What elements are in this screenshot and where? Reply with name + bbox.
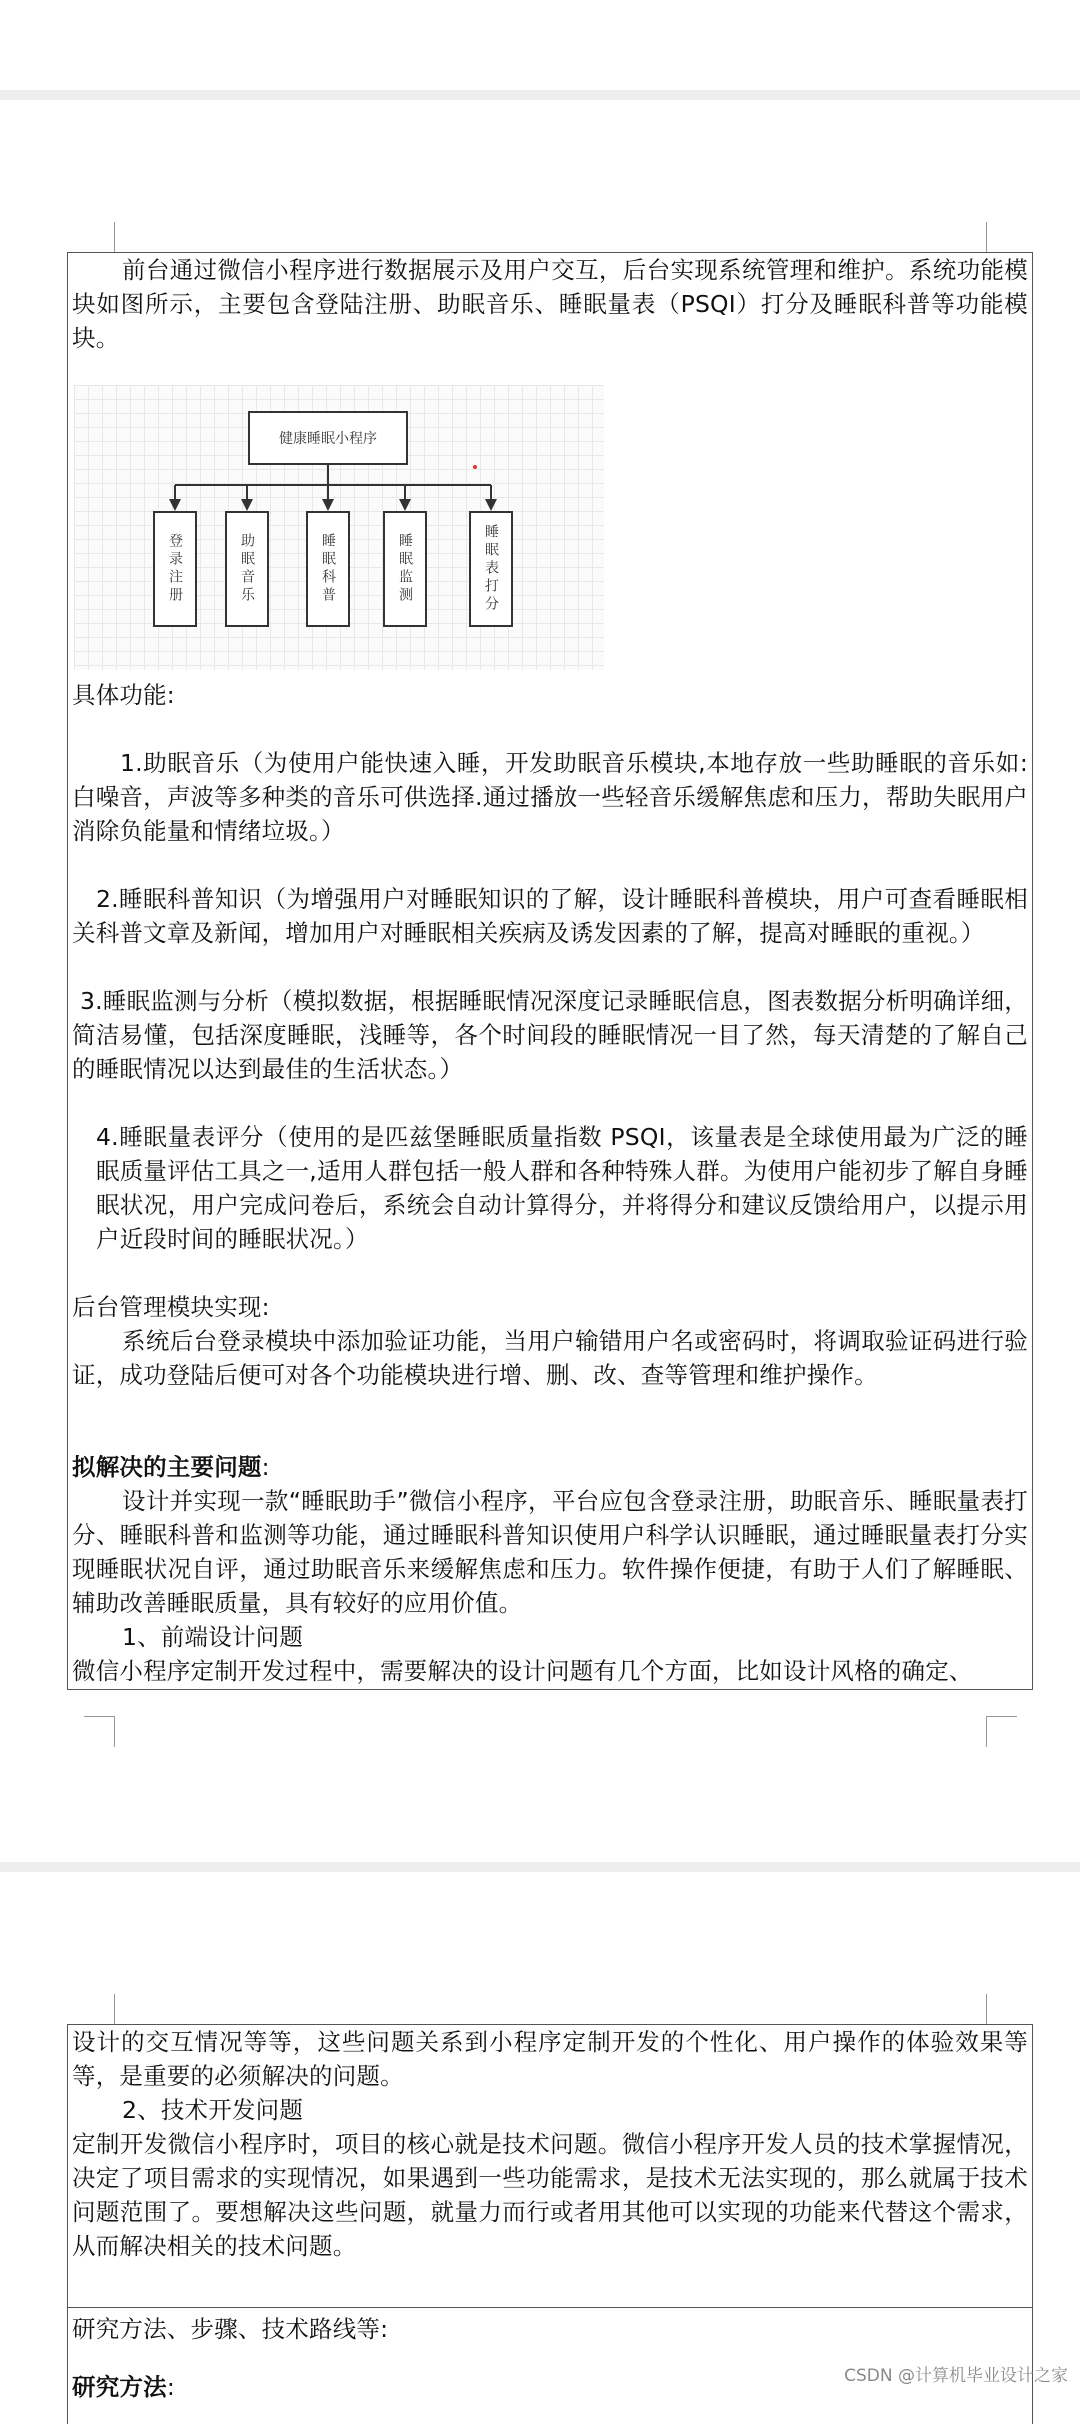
problems-paragraph: 设计并实现一款“睡眠助手”微信小程序，平台应包含登录注册，助眠音乐、睡眠量表打分、睡眠科普和监测等功能，通过睡眠科普知识使用户科学认识睡眠，通过睡眠量表打分实现睡眠状况自评，通过助眠音乐来缓解焦虑和压力。软件操作便捷，有助于人们了解睡眠、辅助改善睡眠质量，具有较好的应用价值。 xyxy=(72,1487,1028,1617)
diagram-node-science: 睡眠科普 xyxy=(306,511,350,627)
diagram-node-music: 助眠音乐 xyxy=(225,511,269,627)
diagram-node-score: 睡眠表打分 xyxy=(469,511,513,627)
crop-mark xyxy=(84,1994,115,2025)
diagram-root-node: 健康睡眠小程序 xyxy=(248,411,408,465)
tech-paragraph: 定制开发微信小程序时，项目的核心就是技术问题。微信小程序开发人员的技术掌握情况，决定了项目需求的实现情况，如果遇到一些功能需求，是技术无法实现的，那么就属于技术问题范围了。要想解决这些问题，就量力而行或者用其他可以实现的功能来代替这个需求，从而解决相关的技术问题。 xyxy=(72,2130,1028,2260)
intro-paragraph: 前台通过微信小程序进行数据展示及用户交互，后台实现系统管理和维护。系统功能模块如图所示，主要包含登陆注册、助眠音乐、睡眠量表（PSQI）打分及睡眠科普等功能模块。 xyxy=(72,256,1028,352)
tech-heading: 2、技术开发问题 xyxy=(122,2096,304,2124)
page1-content-box xyxy=(67,252,1033,1690)
methods-section-title: 研究方法、步骤、技术路线等: xyxy=(72,2315,389,2343)
crop-mark xyxy=(84,222,115,253)
feature-music: 1.助眠音乐（为使用户能快速入睡，开发助眠音乐模块,本地存放一些助睡眠的音乐如:白噪音，声波等多种类的音乐可供选择.通过播放一些轻音乐缓解焦虑和压力，帮助失眠用户消除负能量和情绪垃圾。） xyxy=(72,749,1028,845)
problems-heading-line xyxy=(72,1450,1028,1484)
module-diagram xyxy=(74,385,604,670)
feature-score: 4.睡眠量表评分（使用的是匹兹堡睡眠质量指数 PSQI，该量表是全球使用最为广泛的睡眠质量评估工具之一,适用人群包括一般人群和各种特殊人群。为使用户能初步了解自身睡眠状况，用户完成问卷后，系统会自动计算得分，并将得分和建议反馈给用户，以提示用户近段时间的睡眠状况。） xyxy=(96,1123,1028,1253)
section-divider xyxy=(68,2307,1032,2308)
frontend-paragraph-start: 微信小程序定制开发过程中，需要解决的设计问题有几个方面，比如设计风格的确定、 xyxy=(72,1657,973,1685)
problems-heading: 拟解决的主要问题 xyxy=(72,1453,262,1481)
backend-heading: 后台管理模块实现: xyxy=(72,1293,270,1321)
methods-heading: 研究方法 xyxy=(72,2373,167,2401)
page-separator-top xyxy=(0,90,1080,100)
crop-mark xyxy=(986,1716,1017,1747)
crop-mark xyxy=(986,1994,1017,2025)
frontend-heading: 1、前端设计问题 xyxy=(122,1623,304,1651)
features-heading: 具体功能: xyxy=(72,681,175,709)
backend-paragraph: 系统后台登录模块中添加验证功能，当用户输错用户名或密码时，将调取验证码进行验证，成功登陆后便可对各个功能模块进行增、删、改、查等管理和维护操作。 xyxy=(72,1327,1028,1389)
problems-colon: : xyxy=(261,1453,270,1481)
page-separator-middle xyxy=(0,1862,1080,1872)
methods-colon: : xyxy=(166,2373,175,2401)
frontend-paragraph-end: 设计的交互情况等等，这些问题关系到小程序定制开发的个性化、用户操作的体验效果等等，是重要的必须解决的问题。 xyxy=(72,2028,1028,2090)
csdn-watermark: CSDN @计算机毕业设计之家 xyxy=(844,2366,1068,2386)
diagram-node-monitor: 睡眠监测 xyxy=(383,511,427,627)
crop-mark xyxy=(84,1716,115,1747)
feature-monitor: 3.睡眠监测与分析（模拟数据，根据睡眠情况深度记录睡眠信息，图表数据分析明确详细，简洁易懂，包括深度睡眠，浅睡等，各个时间段的睡眠情况一目了然，每天清楚的了解自己的睡眠情况以达到最佳的生活状态。） xyxy=(72,987,1028,1083)
diagram-node-login: 登录注册 xyxy=(153,511,197,627)
feature-science: 2.睡眠科普知识（为增强用户对睡眠知识的了解，设计睡眠科普模块，用户可查看睡眠相关科普文章及新闻，增加用户对睡眠相关疾病及诱发因素的了解，提高对睡眠的重视。） xyxy=(72,885,1028,947)
crop-mark xyxy=(986,222,1017,253)
